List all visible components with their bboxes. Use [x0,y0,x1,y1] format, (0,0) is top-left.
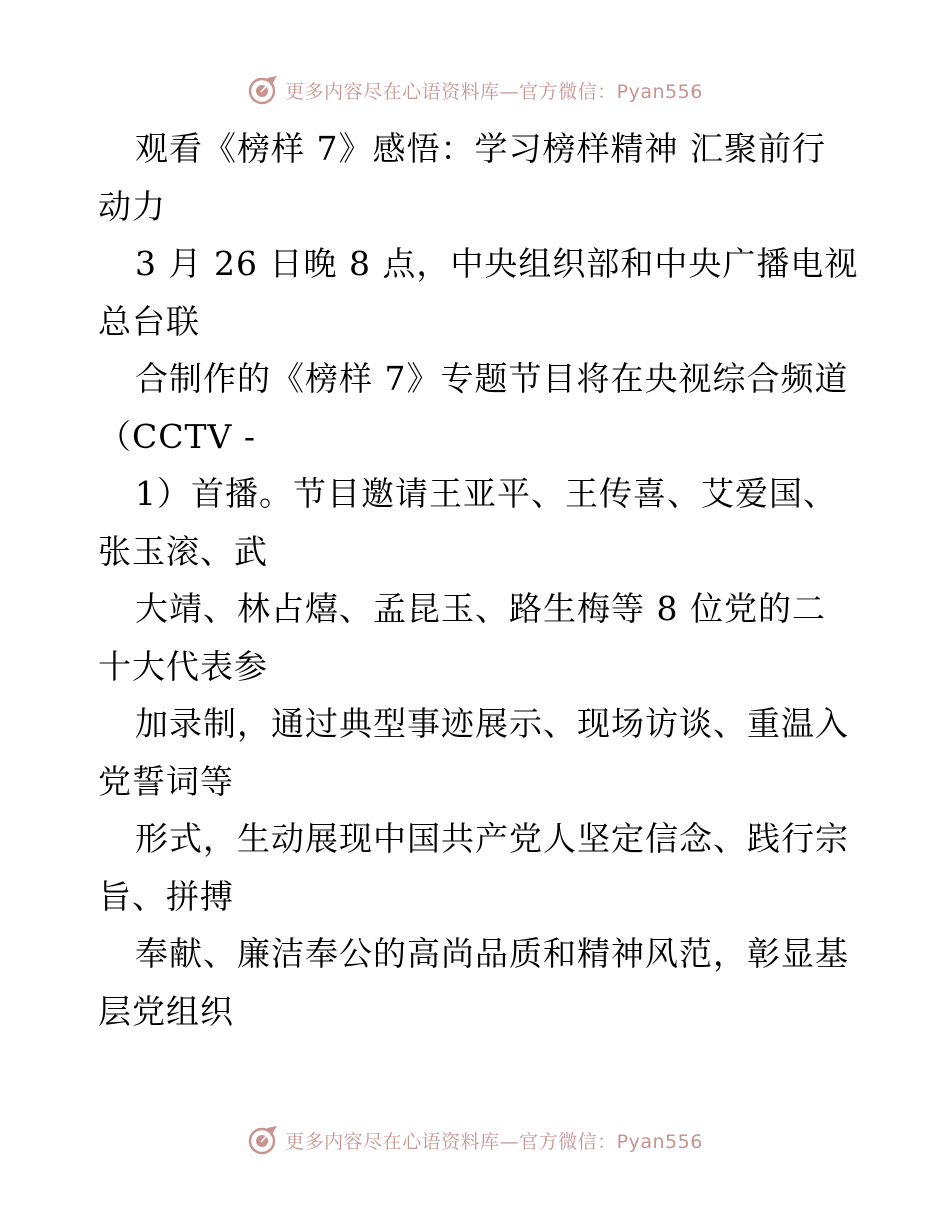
text-line: 观看《榜样 7》感悟：学习榜样精神 汇聚前行 [135,129,826,168]
text-line: 大靖、林占熺、孟昆玉、路生梅等 8 位党的二 [135,589,826,628]
text-line: 张玉滚、武 [98,531,268,571]
text-line: 层党组织 [98,991,234,1031]
text-line: （CCTV - [98,416,256,456]
watermark-text: 更多内容尽在心语资料库—官方微信：Pyan556 [285,1130,703,1153]
text-line: 合制作的《榜样 7》专题节目将在央视综合频道 [135,359,849,398]
footer-watermark [0,1120,950,1160]
watermark-group [247,74,703,106]
document-body [98,120,858,1040]
text-line: 加录制，通过典型事迹展示、现场访谈、重温入 [135,704,849,743]
text-line: 旨、拼搏 [98,876,234,916]
text-line: 动力 [98,186,166,226]
text-line: 形式，生动展现中国共产党人坚定信念、践行宗 [135,819,849,858]
text-line: 总台联 [98,301,200,341]
watermark-text: 更多内容尽在心语资料库—官方微信：Pyan556 [285,80,703,103]
text-line: 党誓词等 [98,761,234,801]
header-watermark [0,70,950,110]
text-line: 1）首播。节目邀请王亚平、王传喜、艾爱国、 [135,474,837,513]
quill-seal-icon [247,1124,279,1156]
watermark-group [247,1124,703,1156]
text-line: 奉献、廉洁奉公的高尚品质和精神风范，彰显基 [135,934,849,973]
text-line: 3 月 26 日晚 8 点，中央组织部和中央广播电视 [135,244,859,283]
text-line: 十大代表参 [98,646,268,686]
quill-seal-icon [247,74,279,106]
